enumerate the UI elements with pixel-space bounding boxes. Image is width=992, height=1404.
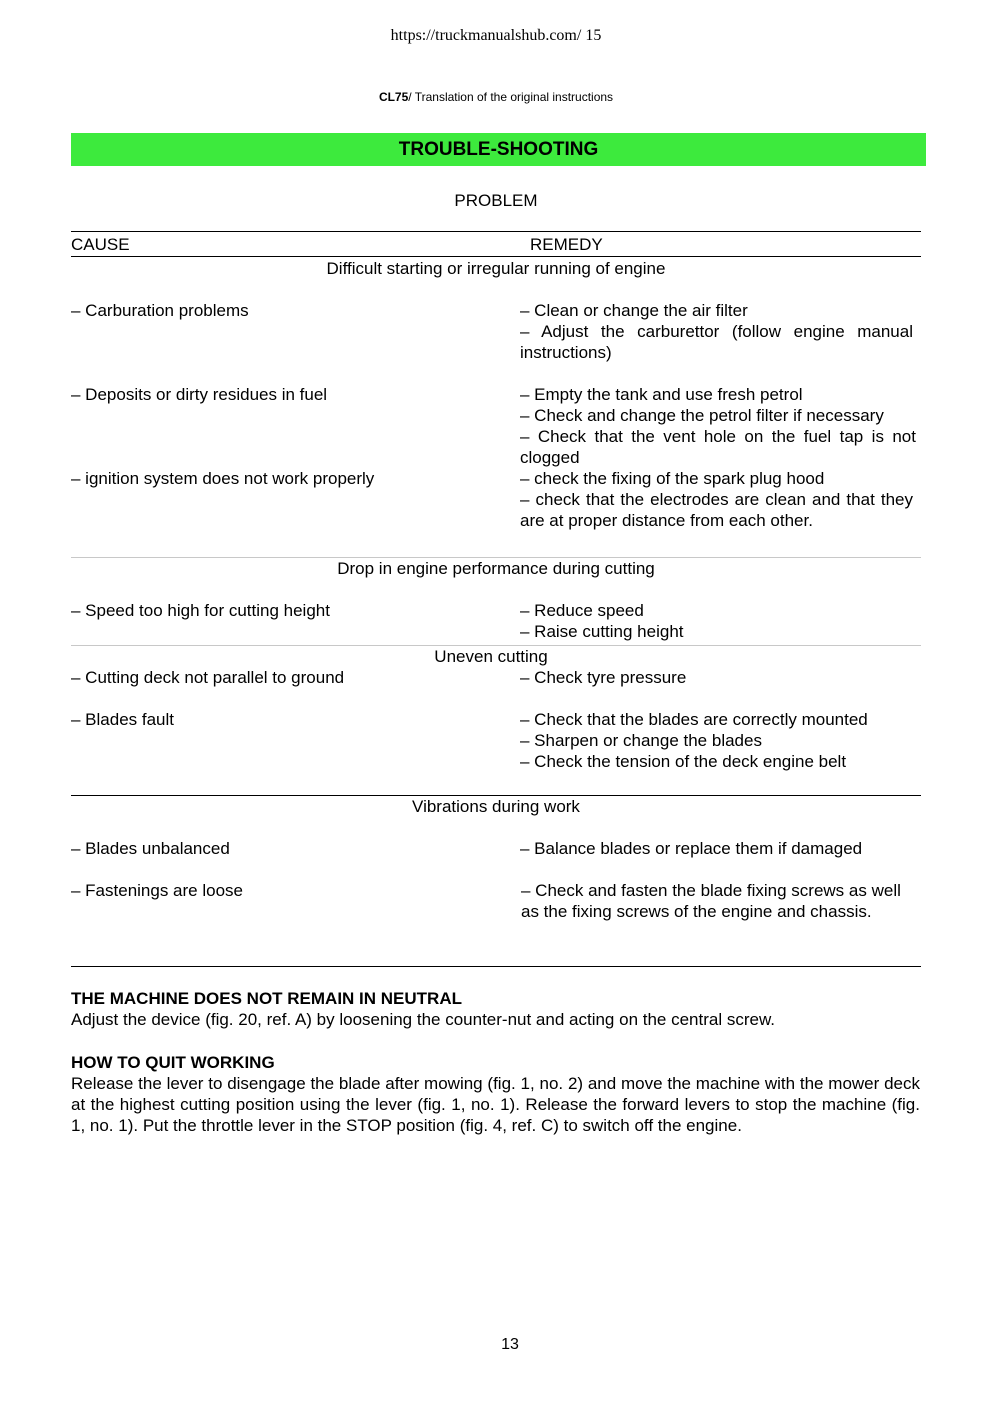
section-title: Vibrations during work xyxy=(412,797,580,816)
cause-cell: – Blades fault xyxy=(71,710,175,729)
quit-heading: HOW TO QUIT WORKING xyxy=(71,1053,275,1072)
cause-cell: – Carburation problems xyxy=(71,301,249,320)
remedy-cell xyxy=(520,600,913,642)
remedy-item: – Raise cutting height xyxy=(520,622,684,641)
section-title: Drop in engine performance during cutting xyxy=(337,559,655,578)
model-name: CL75 xyxy=(378,90,409,104)
remedy-item: – check that the electrodes are clean and that they are at proper distance from each other. xyxy=(520,490,913,530)
cause-cell: – Cutting deck not parallel to ground xyxy=(71,668,345,687)
section-banner: TROUBLE-SHOOTING xyxy=(71,133,926,166)
remedy-column-header: REMEDY xyxy=(530,235,603,254)
section-title: Uneven cutting xyxy=(434,647,548,666)
remedy-item: – Reduce speed xyxy=(520,601,644,620)
remedy-cell xyxy=(520,838,913,859)
remedy-item: – Adjust the carburettor (follow engine manual instructions) xyxy=(520,322,913,362)
cause-cell: – Deposits or dirty residues in fuel xyxy=(71,385,328,404)
neutral-heading: THE MACHINE DOES NOT REMAIN IN NEUTRAL xyxy=(71,989,462,1008)
remedy-item: – Check the tension of the deck engine belt xyxy=(520,752,847,771)
remedy-item: – Check and fasten the blade fixing screws as well as the fixing screws of the engine and chassis. xyxy=(521,881,901,921)
remedy-item: – Balance blades or replace them if damaged xyxy=(520,839,863,858)
remedy-item: – Sharpen or change the blades xyxy=(520,731,762,750)
remedy-item: – Empty the tank and use fresh petrol xyxy=(520,385,803,404)
remedy-cell xyxy=(520,384,916,468)
cause-cell: – Speed too high for cutting height xyxy=(71,601,330,620)
remedy-item: – Check that the blades are correctly mounted xyxy=(520,710,868,729)
source-url: https://truckmanualshub.com/ 15 xyxy=(390,27,602,44)
remedy-cell xyxy=(521,880,901,922)
quit-text: Release the lever to disengage the blade after mowing (fig. 1, no. 2) and move the machine with the mower deck at the highest cutting position using the lever (fig. 1, no. 1). Release the forward levers to stop the machine (fig. 1, no. 1). Put the throttle lever in the STOP position (fig. 4, ref. C) to switch off the engine. xyxy=(71,1074,920,1135)
remedy-item: – Check tyre pressure xyxy=(520,668,687,687)
remedy-cell xyxy=(520,300,913,363)
remedy-cell xyxy=(520,709,913,772)
table-divider xyxy=(71,256,921,257)
document-subheader xyxy=(0,90,992,104)
table-divider xyxy=(71,966,921,967)
section-title: Difficult starting or irregular running of engine xyxy=(326,259,666,278)
remedy-item: – check the fixing of the spark plug hood xyxy=(520,469,825,488)
remedy-item: – Check and change the petrol filter if necessary xyxy=(520,406,884,425)
cause-cell: – ignition system does not work properly xyxy=(71,469,375,488)
cause-cell: – Blades unbalanced xyxy=(71,839,230,858)
remedy-cell xyxy=(520,667,913,688)
cause-cell: – Fastenings are loose xyxy=(71,881,243,900)
neutral-text: Adjust the device (fig. 20, ref. A) by loosening the counter-nut and acting on the central screw. xyxy=(71,1010,776,1029)
problem-label: PROBLEM xyxy=(454,191,538,210)
page-number: 13 xyxy=(501,1336,519,1353)
subheader-text: / Translation of the original instructions xyxy=(408,90,614,104)
cause-column-header: CAUSE xyxy=(71,235,130,254)
remedy-item: – Check that the vent hole on the fuel tap is not clogged xyxy=(520,427,916,467)
remedy-item: – Clean or change the air filter xyxy=(520,301,748,320)
table-divider xyxy=(71,231,921,232)
remedy-cell xyxy=(520,468,913,531)
